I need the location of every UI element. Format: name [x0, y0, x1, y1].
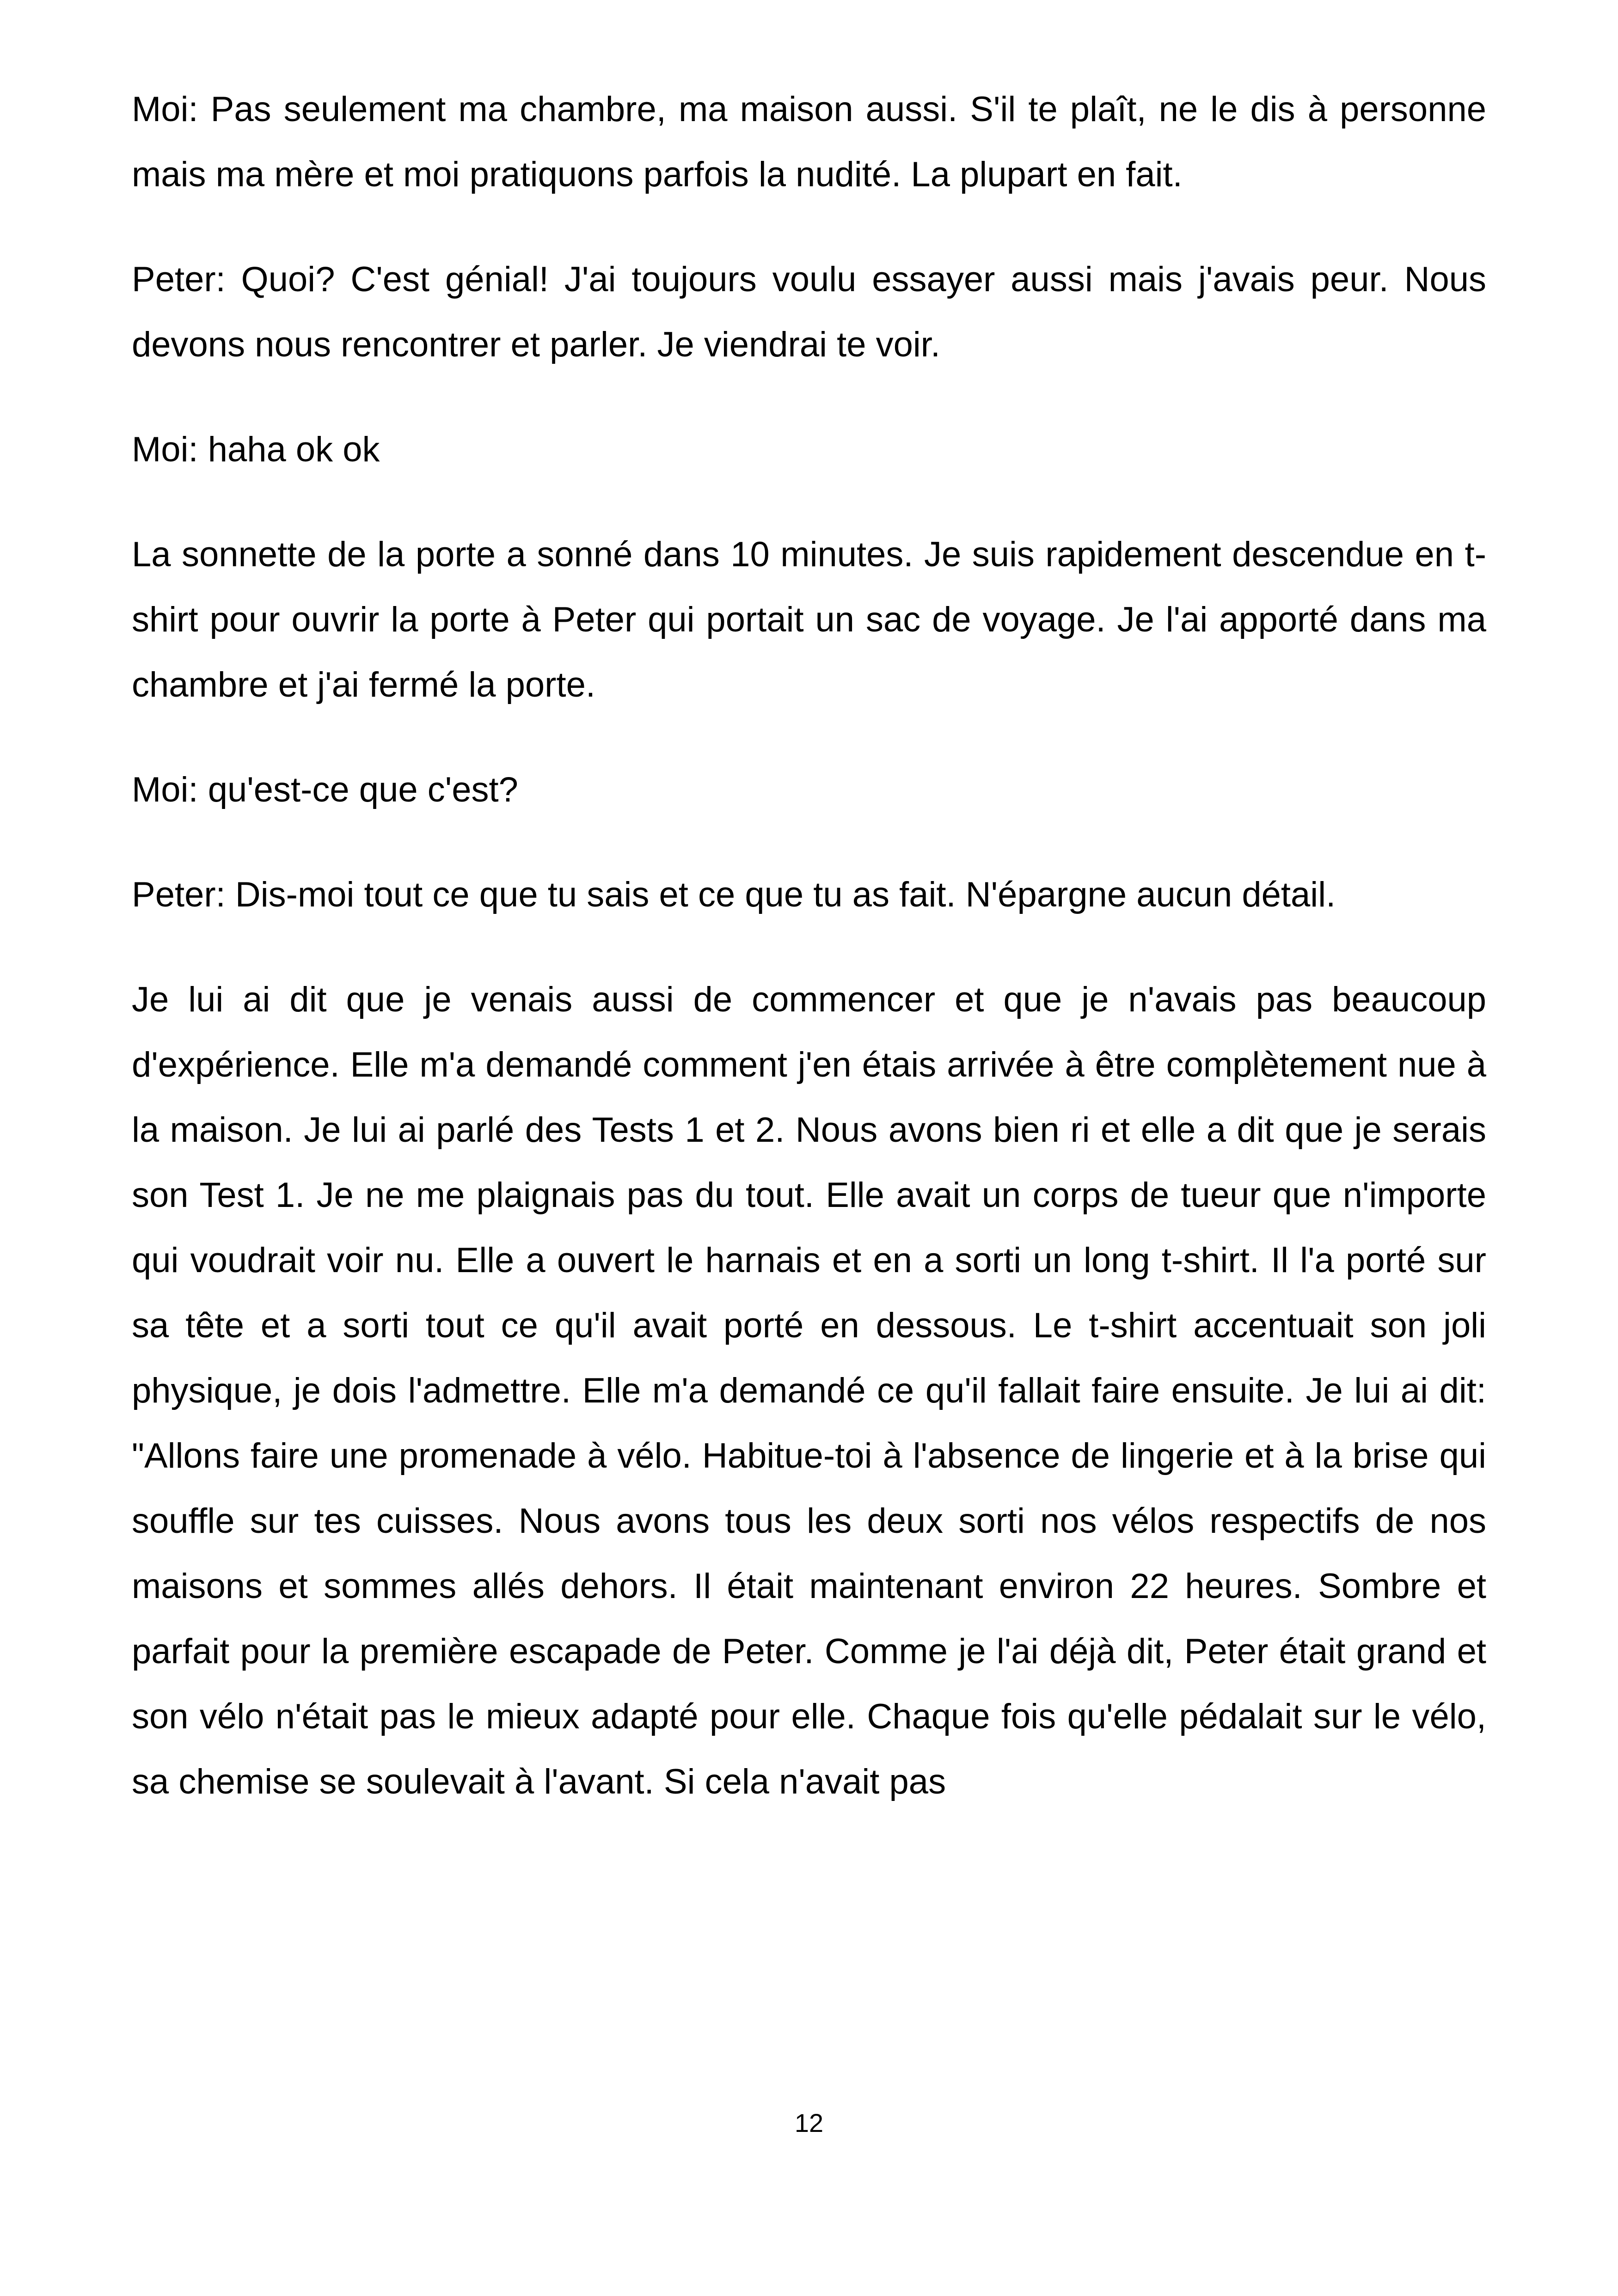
body-text — [132, 77, 1486, 1854]
paragraph-5: Moi: qu'est-ce que c'est? — [132, 770, 518, 809]
paragraph-3: Moi: haha ok ok — [132, 430, 380, 469]
paragraph-1: Moi: Pas seulement ma chambre, ma maison aussi. S'il te plaît, ne le dis à personne mais ma mère et moi pratiquons parfois la nudité. La plupart en fait. — [132, 90, 1486, 194]
paragraph-6: Peter: Dis-moi tout ce que tu sais et ce que tu as fait. N'épargne aucun détail. — [132, 875, 1336, 914]
paragraph-2: Peter: Quoi? C'est génial! J'ai toujours voulu essayer aussi mais j'avais peur. Nous devons nous rencontrer et parler. Je viendrai te voir. — [132, 260, 1486, 364]
paragraph-7: Je lui ai dit que je venais aussi de commencer et que je n'avais pas beaucoup d'expérience. Elle m'a demandé comment j'en étais arrivée à être complètement nue à la maison. Je lui ai parlé des Tests 1 et 2. Nous avons bien ri et elle a dit que je serais son Test 1. Je ne me plaignais pas du tout. Elle avait un corps de tueur que n'importe qui voudrait voir nu. Elle a ouvert le harnais et en a sorti un long t-shirt. Il l'a porté sur sa tête et a sorti tout ce qu'il avait porté en dessous. Le t-shirt accentuait son joli physique, je dois l'admettre. Elle m'a demandé ce qu'il fallait faire ensuite. Je lui ai dit: "Allons faire une promenade à vélo. Habitue-toi à l'absence de lingerie et à la brise qui souffle sur tes cuisses. Nous avons tous les deux sorti nos vélos respectifs de nos maisons et sommes allés dehors. Il était maintenant environ 22 heures. Sombre et parfait pour la première escapade de Peter. Comme je l'ai déjà dit, Peter était grand et son vélo n'était pas le mieux adapté pour elle. Chaque fois qu'elle pédalait sur le vélo, sa chemise se soulevait à l'avant. Si cela n'avait pas — [132, 980, 1486, 1801]
paragraph-4: La sonnette de la porte a sonné dans 10 minutes. Je suis rapidement descendue en t-shirt pour ouvrir la porte à Peter qui portait un sac de voyage. Je l'ai apporté dans ma chambre et j'ai fermé la porte. — [132, 535, 1486, 704]
page-number: 12 — [794, 2108, 824, 2137]
